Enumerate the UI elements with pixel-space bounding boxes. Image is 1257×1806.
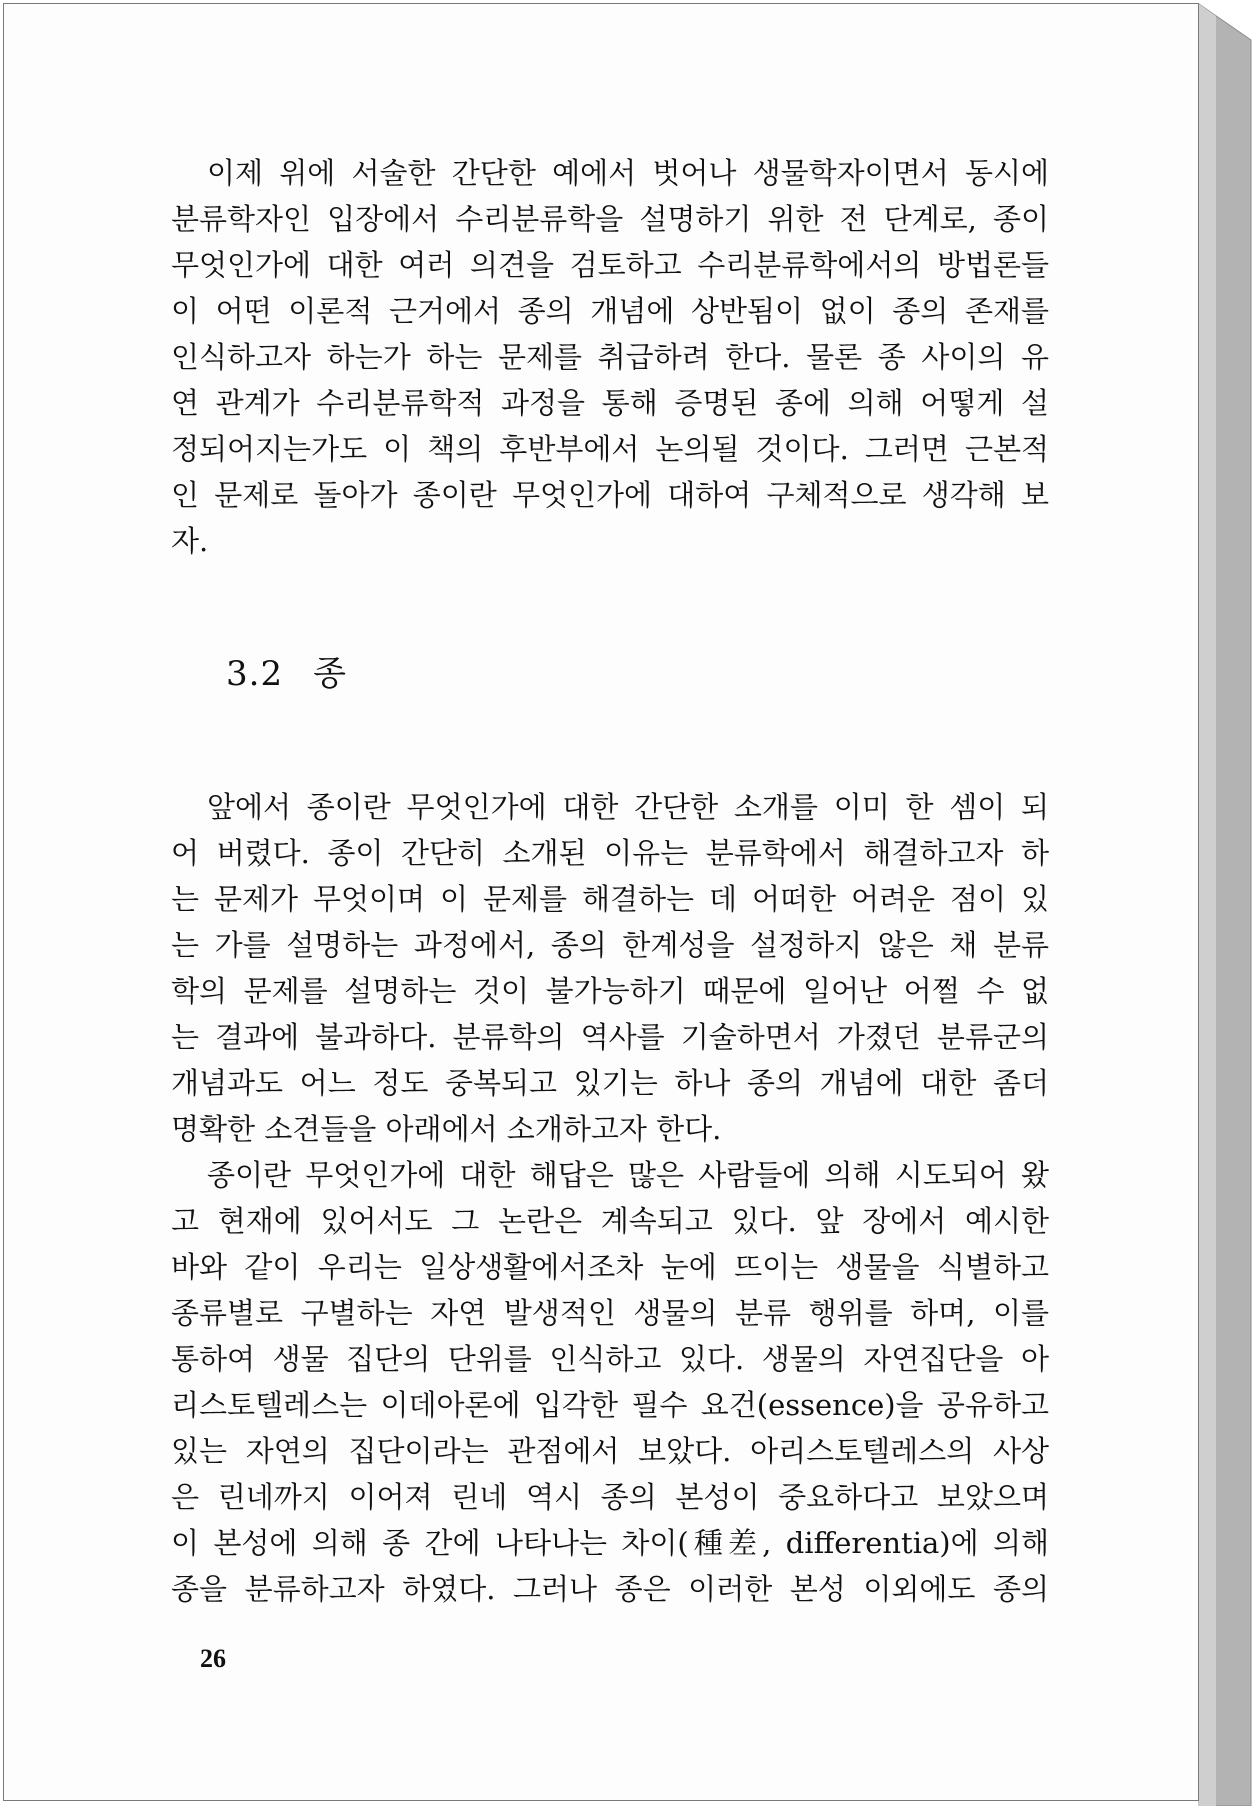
text-line: 는 결과에 불과하다. 분류학의 역사를 기술하면서 가졌던 분류군의 [171, 1020, 1049, 1054]
section-title: 종 [313, 654, 347, 694]
text-line: 앞에서 종이란 무엇인가에 대한 간단한 소개를 이미 한 셈이 되 [207, 790, 1049, 824]
text-line: 있는 자연의 집단이라는 관점에서 보았다. 아리스토텔레스의 사상 [171, 1434, 1049, 1468]
text-line: 어 버렸다. 종이 간단히 소개된 이유는 분류학에서 해결하고자 하 [171, 836, 1049, 870]
text-line: 연 관계가 수리분류학적 과정을 통해 증명된 종에 의해 어떻게 설 [171, 386, 1049, 420]
text-line: 명확한 소견들을 아래에서 소개하고자 한다. [171, 1112, 722, 1146]
text-line: 통하여 생물 집단의 단위를 인식하고 있다. 생물의 자연집단을 아 [171, 1342, 1049, 1376]
text-line: 종이란 무엇인가에 대한 해답은 많은 사람들에 의해 시도되어 왔 [207, 1158, 1049, 1192]
section-heading [226, 646, 347, 695]
text-line: 이 어떤 이론적 근거에서 종의 개념에 상반됨이 없이 종의 존재를 [171, 294, 1049, 328]
paragraph-species-intro [171, 784, 1049, 1152]
text-line: 정되어지는가도 이 책의 후반부에서 논의될 것이다. 그러면 근본적 [171, 432, 1049, 466]
section-number: 3.2 [226, 654, 284, 694]
text-line: 인 문제로 돌아가 종이란 무엇인가에 대하여 구체적으로 생각해 보 [171, 478, 1049, 512]
text-line: 종류별로 구별하는 자연 발생적인 생물의 분류 행위를 하며, 이를 [171, 1296, 1049, 1330]
paragraph-intro [171, 150, 1049, 564]
text-line: 는 문제가 무엇이며 이 문제를 해결하는 데 어떠한 어려운 점이 있 [171, 882, 1049, 916]
text-line: 인식하고자 하는가 하는 문제를 취급하려 한다. 물론 종 사이의 유 [171, 340, 1049, 374]
text-line: 학의 문제를 설명하는 것이 불가능하기 때문에 일어난 어쩔 수 없 [171, 974, 1049, 1008]
text-line: 리스토텔레스는 이데아론에 입각한 필수 요건(essence)을 공유하고 [171, 1388, 1049, 1422]
text-line: 는 가를 설명하는 과정에서, 종의 한계성을 설정하지 않은 채 분류 [171, 928, 1049, 962]
page-number: 26 [200, 1644, 226, 1673]
text-line: 자. [171, 524, 209, 558]
book-page [3, 3, 1199, 1801]
text-line: 분류학자인 입장에서 수리분류학을 설명하기 위한 전 단계로, 종이 [171, 202, 1049, 236]
text-line: 종을 분류하고자 하였다. 그러나 종은 이러한 본성 이외에도 종의 [171, 1572, 1049, 1606]
text-line: 이 본성에 의해 종 간에 나타나는 차이(種差, differentia)에 의해 [171, 1526, 1049, 1560]
text-line: 고 현재에 있어서도 그 논란은 계속되고 있다. 앞 장에서 예시한 [171, 1204, 1049, 1238]
text-line: 은 린네까지 이어져 린네 역시 종의 본성이 중요하다고 보았으며 [171, 1480, 1049, 1514]
text-line: 무엇인가에 대한 여러 의견을 검토하고 수리분류학에서의 방법론들 [171, 248, 1049, 282]
text-line: 이제 위에 서술한 간단한 예에서 벗어나 생물학자이면서 동시에 [207, 156, 1049, 190]
text-line: 바와 같이 우리는 일상생활에서조차 눈에 뜨이는 생물을 식별하고 [171, 1250, 1049, 1284]
paragraph-species-definition [171, 1152, 1049, 1612]
text-line: 개념과도 어느 정도 중복되고 있기는 하나 종의 개념에 대한 좀더 [171, 1066, 1049, 1100]
